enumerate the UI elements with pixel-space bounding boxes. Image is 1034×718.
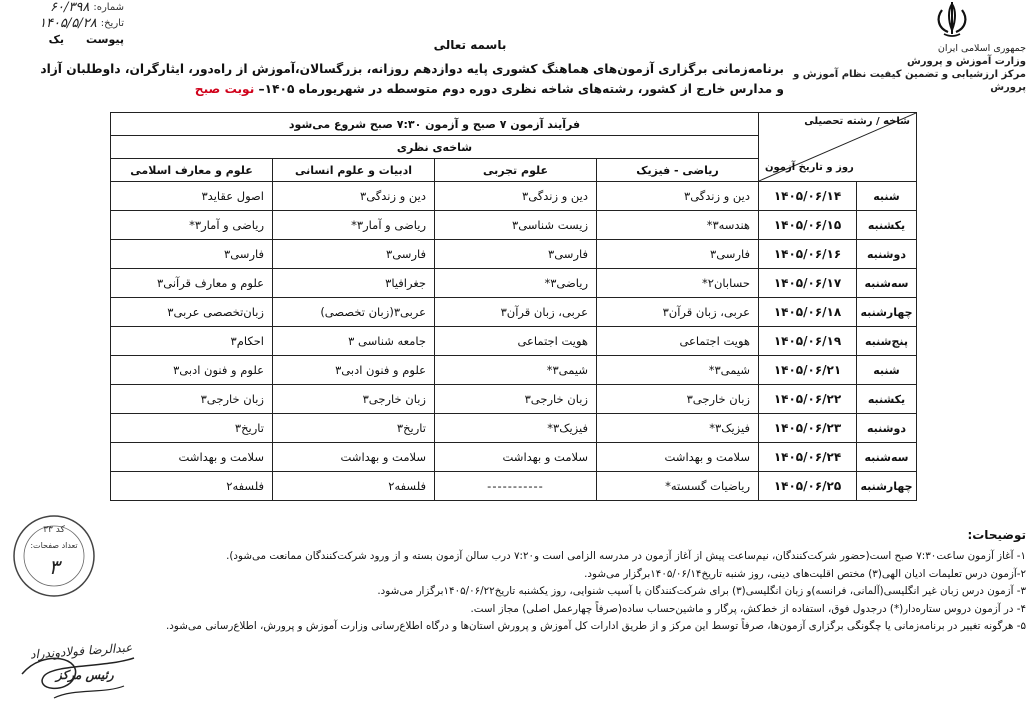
table-row bbox=[111, 385, 917, 414]
date-cell: ۱۴۰۵/۰۶/۱۷ bbox=[759, 269, 857, 298]
date-cell: ۱۴۰۵/۰۶/۱۹ bbox=[759, 327, 857, 356]
date-cell: ۱۴۰۵/۰۶/۲۵ bbox=[759, 472, 857, 501]
exam-subject-cell: سلامت و بهداشت bbox=[111, 443, 273, 472]
note-item: ۱- آغاز آزمون ساعت۷:۳۰ صبح است(حضور شرکت‌کنندگان، نیم‌ساعت پیش از آغاز آزمون در مدرسه الزامی است و۷:۲۰ درب سالن آزمون بسته و از ورود شرکت‌کنندگان ممانعت می‌شود). bbox=[226, 550, 1026, 562]
exam-subject-cell: تاریخ۳ bbox=[273, 414, 435, 443]
exam-subject-cell: هندسه۳* bbox=[597, 211, 759, 240]
table-row bbox=[111, 414, 917, 443]
date-cell: ۱۴۰۵/۰۶/۲۴ bbox=[759, 443, 857, 472]
day-cell: یکشنبه bbox=[857, 385, 917, 414]
timetable-body bbox=[111, 182, 917, 501]
stamp-code: کد ۳۳ bbox=[43, 525, 65, 535]
day-cell: شنبه bbox=[857, 182, 917, 211]
note-item: ۲-آزمون درس تعلیمات ادیان الهی(۳) مختص اقلیت‌های دینی، روز شنبه تاریخ۱۴۰۵/۰۶/۱۴برگزار می‌شود. bbox=[584, 567, 1026, 580]
exam-subject-cell: زبان خارجی۳ bbox=[111, 385, 273, 414]
date-cell: ۱۴۰۵/۰۶/۲۳ bbox=[759, 414, 857, 443]
page-count-stamp bbox=[10, 512, 98, 600]
exam-timetable bbox=[110, 112, 917, 501]
day-cell: دوشنبه bbox=[857, 240, 917, 269]
exam-subject-cell: شیمی۳* bbox=[597, 356, 759, 385]
day-cell: سه‌شنبه bbox=[857, 443, 917, 472]
exam-subject-cell: جغرافیا۳ bbox=[273, 269, 435, 298]
table-row bbox=[111, 240, 917, 269]
date-value: ۱۴۰۵/۵/۲۸ bbox=[39, 16, 97, 31]
field-header: علوم تجربی bbox=[435, 159, 597, 182]
day-cell: دوشنبه bbox=[857, 414, 917, 443]
document-title-line2 bbox=[194, 80, 784, 98]
exam-subject-cell: فارسی۳ bbox=[111, 240, 273, 269]
exam-subject-cell: سلامت و بهداشت bbox=[273, 443, 435, 472]
corner-field-label: شاخه / رشته تحصیلی bbox=[804, 116, 910, 127]
date-label: تاریخ: bbox=[100, 18, 124, 29]
exam-subject-cell: علوم و فنون ادبی۳ bbox=[111, 356, 273, 385]
exam-subject-cell: فارسی۳ bbox=[273, 240, 435, 269]
field-header: ریاضی - فیزیک bbox=[597, 159, 759, 182]
exam-subject-cell: تاریخ۳ bbox=[111, 414, 273, 443]
exam-subject-cell: ریاضی و آمار۳* bbox=[111, 211, 273, 240]
note-item: ۴- در آزمون دروس ستاره‌دار(*) درجدول فوق، استفاده از خط‌کش، پرگار و ماشین‌حساب ساده(صرفاً چهارعمل اصلی) مجاز است. bbox=[470, 602, 1026, 615]
attachment-label: پیوست bbox=[86, 33, 124, 46]
exam-subject-cell: علوم و معارف قرآنی۳ bbox=[111, 269, 273, 298]
organization-header bbox=[776, 42, 1026, 94]
iran-emblem-icon bbox=[930, 0, 974, 40]
field-header: ادبیات و علوم انسانی bbox=[273, 159, 435, 182]
basmala: باسمه تعالی bbox=[433, 38, 507, 52]
title-shift-highlight: نوبت صبح bbox=[194, 82, 255, 96]
attachment-value: یک bbox=[48, 33, 65, 46]
stamp-pages: ۳ bbox=[48, 555, 60, 579]
exam-subject-cell: سلامت و بهداشت bbox=[597, 443, 759, 472]
exam-subject-cell: دین و زندگی۳ bbox=[273, 182, 435, 211]
signatory-title: رئیس مرکز bbox=[56, 668, 114, 682]
field-header: علوم و معارف اسلامی bbox=[111, 159, 273, 182]
date-cell: ۱۴۰۵/۰۶/۲۱ bbox=[759, 356, 857, 385]
table-row bbox=[111, 298, 917, 327]
exam-subject-cell: عربی۳(زبان تخصصی) bbox=[273, 298, 435, 327]
table-corner-header bbox=[759, 113, 917, 182]
corner-date-label: روز و تاریخ آزمون bbox=[765, 162, 854, 173]
exam-subject-cell: زبان خارجی۳ bbox=[435, 385, 597, 414]
exam-subject-cell: زبان‌تخصصی عربی۳ bbox=[111, 298, 273, 327]
exam-subject-cell: هویت اجتماعی bbox=[597, 327, 759, 356]
day-cell: یکشنبه bbox=[857, 211, 917, 240]
signatory-name: عبدالرضا فولادوندراد bbox=[29, 640, 133, 662]
note-item: ۳- آزمون درس زبان غیر انگلیسی(آلمانی، فرانسه)و زبان انگلیسی(۳) برای شرکت‌کنندگان با آسیب شنوایی، روز یکشنبه تاریخ۱۴۰۵/۰۶/۲۲برگزار می‌شود. bbox=[377, 585, 1026, 597]
day-cell: چهارشنبه bbox=[857, 298, 917, 327]
exam-subject-cell: ریاضی و آمار۳* bbox=[273, 211, 435, 240]
exam-subject-cell: عربی، زبان قرآن۳ bbox=[435, 298, 597, 327]
date-cell: ۱۴۰۵/۰۶/۲۲ bbox=[759, 385, 857, 414]
branch-header: شاخه‌ی نظری bbox=[111, 136, 759, 159]
exam-subject-cell: دین و زندگی۳ bbox=[435, 182, 597, 211]
exam-subject-cell: ----------- bbox=[435, 472, 597, 501]
table-row bbox=[111, 472, 917, 501]
date-cell: ۱۴۰۵/۰۶/۱۸ bbox=[759, 298, 857, 327]
date-cell: ۱۴۰۵/۰۶/۱۶ bbox=[759, 240, 857, 269]
org-line3: مرکز ارزشیابی و تضمین کیفیت نظام آموزش و پرورش bbox=[793, 69, 1026, 93]
exam-subject-cell: حسابان۲* bbox=[597, 269, 759, 298]
exam-subject-cell: احکام۳ bbox=[111, 327, 273, 356]
exam-subject-cell: عربی، زبان قرآن۳ bbox=[597, 298, 759, 327]
table-row bbox=[111, 327, 917, 356]
table-row bbox=[111, 356, 917, 385]
exam-subject-cell: فلسفه۲ bbox=[273, 472, 435, 501]
number-value: ۶۰/۳۹۸ bbox=[50, 0, 90, 15]
exam-subject-cell: زبان خارجی۳ bbox=[273, 385, 435, 414]
table-row bbox=[111, 182, 917, 211]
day-cell: پنج‌شنبه bbox=[857, 327, 917, 356]
day-cell: چهارشنبه bbox=[857, 472, 917, 501]
exam-subject-cell: زبان خارجی۳ bbox=[597, 385, 759, 414]
exam-subject-cell: دین و زندگی۳ bbox=[597, 182, 759, 211]
exam-subject-cell: فارسی۳ bbox=[435, 240, 597, 269]
exam-subject-cell: فارسی۳ bbox=[597, 240, 759, 269]
exam-subject-cell: فیزیک۳* bbox=[597, 414, 759, 443]
date-cell: ۱۴۰۵/۰۶/۱۵ bbox=[759, 211, 857, 240]
exam-subject-cell: ریاضی۳* bbox=[435, 269, 597, 298]
exam-subject-cell: اصول عقاید۳ bbox=[111, 182, 273, 211]
table-row bbox=[111, 443, 917, 472]
org-line1: جمهوری اسلامی ایران bbox=[937, 43, 1026, 54]
stamp-label: تعداد صفحات: bbox=[30, 541, 78, 550]
exam-subject-cell: علوم و فنون ادبی۳ bbox=[273, 356, 435, 385]
number-label: شماره: bbox=[93, 2, 124, 13]
notes-heading: توضیحات: bbox=[967, 528, 1026, 542]
note-item: ۵- هرگونه تغییر در برنامه‌زمانی یا چگونگی برگزاری آزمون‌ها، صرفاً توسط این مرکز و از طریق ادارات کل آموزش و پرورش استان‌ها و درگاه اطلاع‌رسانی وزارت آموزش و پرورش، اطلاع‌رسانی می‌شود. bbox=[166, 620, 1026, 632]
day-cell: سه‌شنبه bbox=[857, 269, 917, 298]
document-title-line1: برنامه‌زمانی برگزاری آزمون‌های هماهنگ کشوری پایه دوازدهم روزانه، بزرگسالان،آموزش از راه‌دور، ایثارگران، داوطلبان آزاد bbox=[40, 62, 784, 76]
exam-subject-cell: زیست شناسی۳ bbox=[435, 211, 597, 240]
exam-subject-cell: جامعه شناسی ۳ bbox=[273, 327, 435, 356]
title-line2-text: و مدارس خارج از کشور، رشته‌های شاخه نظری دوره دوم متوسطه در شهریورماه ۱۴۰۵– bbox=[258, 82, 784, 96]
exam-subject-cell: شیمی۳* bbox=[435, 356, 597, 385]
org-line2: وزارت آموزش و پرورش bbox=[906, 56, 1026, 67]
table-row bbox=[111, 211, 917, 240]
process-header: فرآیند آزمون ۷ صبح و آزمون ۷:۳۰ صبح شروع می‌شود bbox=[111, 113, 759, 136]
reference-block bbox=[4, 0, 124, 48]
notes-list bbox=[6, 548, 1026, 636]
exam-subject-cell: فیزیک۳* bbox=[435, 414, 597, 443]
exam-subject-cell: ریاضیات گسسته* bbox=[597, 472, 759, 501]
exam-subject-cell: سلامت و بهداشت bbox=[435, 443, 597, 472]
date-cell: ۱۴۰۵/۰۶/۱۴ bbox=[759, 182, 857, 211]
table-row bbox=[111, 269, 917, 298]
day-cell: شنبه bbox=[857, 356, 917, 385]
exam-subject-cell: هویت اجتماعی bbox=[435, 327, 597, 356]
exam-subject-cell: فلسفه۲ bbox=[111, 472, 273, 501]
